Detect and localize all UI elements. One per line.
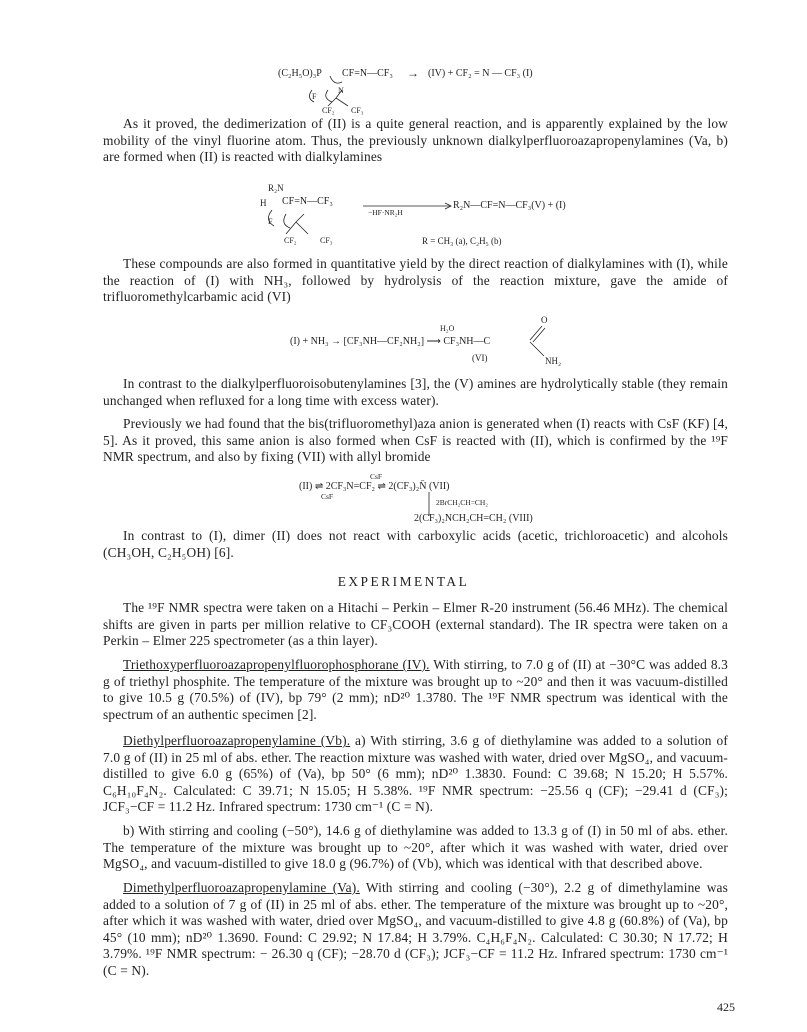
scheme-2-cf3: CF₃: [320, 236, 333, 245]
page-number: 425: [717, 1000, 735, 1014]
scheme-4-csf-bottom: CsF: [321, 492, 334, 501]
scheme-1-mid: CF=N—CF₃: [342, 68, 393, 79]
scheme-2-rhs: R₂N—CF=N—CF₃(V) + (I): [453, 200, 566, 211]
paragraph-3: In contrast to the dialkylperfluoroisobutenylamines [3], the (V) amines are hydrolytically stable (they remain unchanged when refluxed for a long time with excess water).: [103, 376, 728, 408]
scheme-3-label: (VI): [472, 353, 488, 363]
scheme-4-line-1: (II) ⇌ 2CF₃N=CF₂ ⇌ 2(CF₃)₂N̄ (VII): [299, 481, 450, 492]
scheme-3-oxygen: O: [541, 315, 548, 325]
paragraph-7: [103, 657, 728, 723]
paragraph-6: The ¹⁹F NMR spectra were taken on a Hitachi – Perkin – Elmer R-20 instrument (56.46 MHz). The chemical shifts are given in parts per million relative to CF₃COOH (external standard). The IR spectra were taken on a Perkin – Elmer 225 spectrometer (as a thin layer).: [103, 600, 728, 649]
section-heading-experimental: EXPERIMENTAL: [337, 574, 470, 589]
paragraph-7-title: Triethoxyperfluoroazapropenylfluorophosphorane (IV).: [123, 657, 430, 672]
paragraph-1: As it proved, the dedimerization of (II) is a quite general reaction, and is apparently explained by the low mobility of the vinyl fluorine atom. Thus, the previously unknown dialkylperfluoroazapropenylamines (Va, b) are formed when (II) is reacted with dialkylamines: [103, 116, 728, 165]
paragraph-10-title: Dimethylperfluoroazapropenylamine (Va).: [123, 880, 360, 895]
scheme-3-nh2: NH₂: [545, 356, 562, 366]
scheme-1-rhs: (IV) + CF₂ = N — CF₃ (I): [428, 68, 533, 79]
scheme-4-csf-top: CsF: [370, 472, 383, 481]
paragraph-8-body: a) With stirring, 3.6 g of diethylamine was added to a solution of 7.0 g of (II) in 25 ml of abs. ether. The reaction mixture was washed with water, dried over MgSO₄, and vacuum-distilled to give 6.0 g (65%) of (Va), bp 50° (6 mm); nD²⁰ 1.3830. Found: C 39.68; N 15.20; H 5.57%. C₆H₁₀F₄N₂. Calculated: C 39.71; N 15.05; H 5.38%. ¹⁹F NMR spectrum: −25.56 q (CF); −29.41 d (CF₃); JCF₃−CF = 11.2 Hz. Infrared spectrum: 1730 cm⁻¹ (C = N).: [103, 733, 728, 815]
paragraph-4: Previously we had found that the bis(trifluoromethyl)aza anion is generated when (I) reacts with CsF (KF) [4, 5]. As it proved, this same anion is also formed when CsF is reacted with (II), which is confirmed by the ¹⁹F NMR spectrum, and also by fixing (VII) with allyl bromide: [103, 416, 728, 465]
scheme-2-cf2: CF₂: [284, 236, 297, 245]
scheme-4-line-2: 2(CF₃)₂NCH₂CH=CH₂ (VIII): [414, 513, 533, 524]
scheme-2-f: F: [268, 217, 273, 226]
scheme-4-reagent: 2BrCH₂CH=CH₂: [436, 498, 488, 507]
scheme-2-mid: CF=N—CF₃: [282, 196, 333, 207]
scheme-2-r2n: R₂N: [268, 183, 284, 193]
paragraph-9: b) With stirring and cooling (−50°), 14.6 g of diethylamine was added to 13.3 g of (I) in 50 ml of abs. ether. The temperature of the mixture was brought up to ~20°, after which it was washed with water, dried over MgSO₄, and vacuum-distilled to give 18.0 g (96.7%) of (Vb), which was identical with that described above.: [103, 823, 728, 872]
paragraph-2: These compounds are also formed in quantitative yield by the direct reaction of dialkylamines with (I), while the reaction of (I) with NH₃, followed by hydrolysis of the reaction mixture, gave the amide of trifluoromethylcarbamic acid (VI): [103, 256, 728, 305]
scheme-1-lhs: (C₂H₅O)₃P: [278, 68, 322, 79]
paragraph-7-body: With stirring, to 7.0 g of (II) at −30°C was added 8.3 g of triethyl phosphite. The temperature of the mixture was brought up to ~20° and then it was vacuum-distilled to give 10.5 g (70.5%) of (IV), bp 79° (2 mm); nD²⁰ 1.3780. The ¹⁹F NMR spectrum was identical with the spectrum of an authentic specimen [2].: [103, 657, 729, 722]
scheme-1-cf2: CF₂: [322, 106, 335, 115]
scheme-1-n: N: [338, 86, 344, 95]
scheme-1-f: F: [312, 92, 317, 101]
paragraph-5: In contrast to (I), dimer (II) does not react with carboxylic acids (acetic, trichloroacetic) and alcohols (CH₃OH, C₂H₅OH) [6].: [103, 528, 728, 560]
paragraph-8: [103, 733, 728, 816]
scheme-2-reagent: −HF·NR₂H: [368, 208, 403, 217]
scheme-2-h: H: [260, 198, 267, 208]
scheme-2-r-definition: R = CH₃ (a), C₂H₅ (b): [422, 236, 502, 246]
scheme-3-equation: (I) + NH₃ → [CF₃NH—CF₂NH₂] ⟶ CF₃NH—C: [290, 336, 491, 347]
scheme-1-arrow: →: [407, 66, 419, 80]
paragraph-10-body: With stirring and cooling (−30°), 2.2 g of dimethylamine was added to a solution of 7 g of (II) in 25 ml of abs. ether. The temperature of the mixture was brought up to ~20°, after which it was washed with water, dried over MgSO₄, and vacuum-distilled to give 4.8 g (60.8%) of (Va), bp 45° (10 mm); nD²⁰ 1.3690. Found: C 29.92; N 17.84; H 3.79%. C₄H₆F₄N₂. Calculated: C 30.30; N 17.72; H 3.79%. ¹⁹F NMR spectrum: − 26.30 q (CF); −28.70 d (CF₃); JCF₃−CF = 11.2 Hz. Infrared spectrum: 1730 cm⁻¹ (C = N).: [103, 880, 728, 978]
paragraph-10: [103, 880, 728, 980]
paragraph-8-title: Diethylperfluoroazapropenylamine (Vb).: [123, 733, 351, 748]
scheme-1-cf3: CF₃: [351, 106, 364, 115]
scheme-3-h2o: H₂O: [440, 324, 455, 333]
